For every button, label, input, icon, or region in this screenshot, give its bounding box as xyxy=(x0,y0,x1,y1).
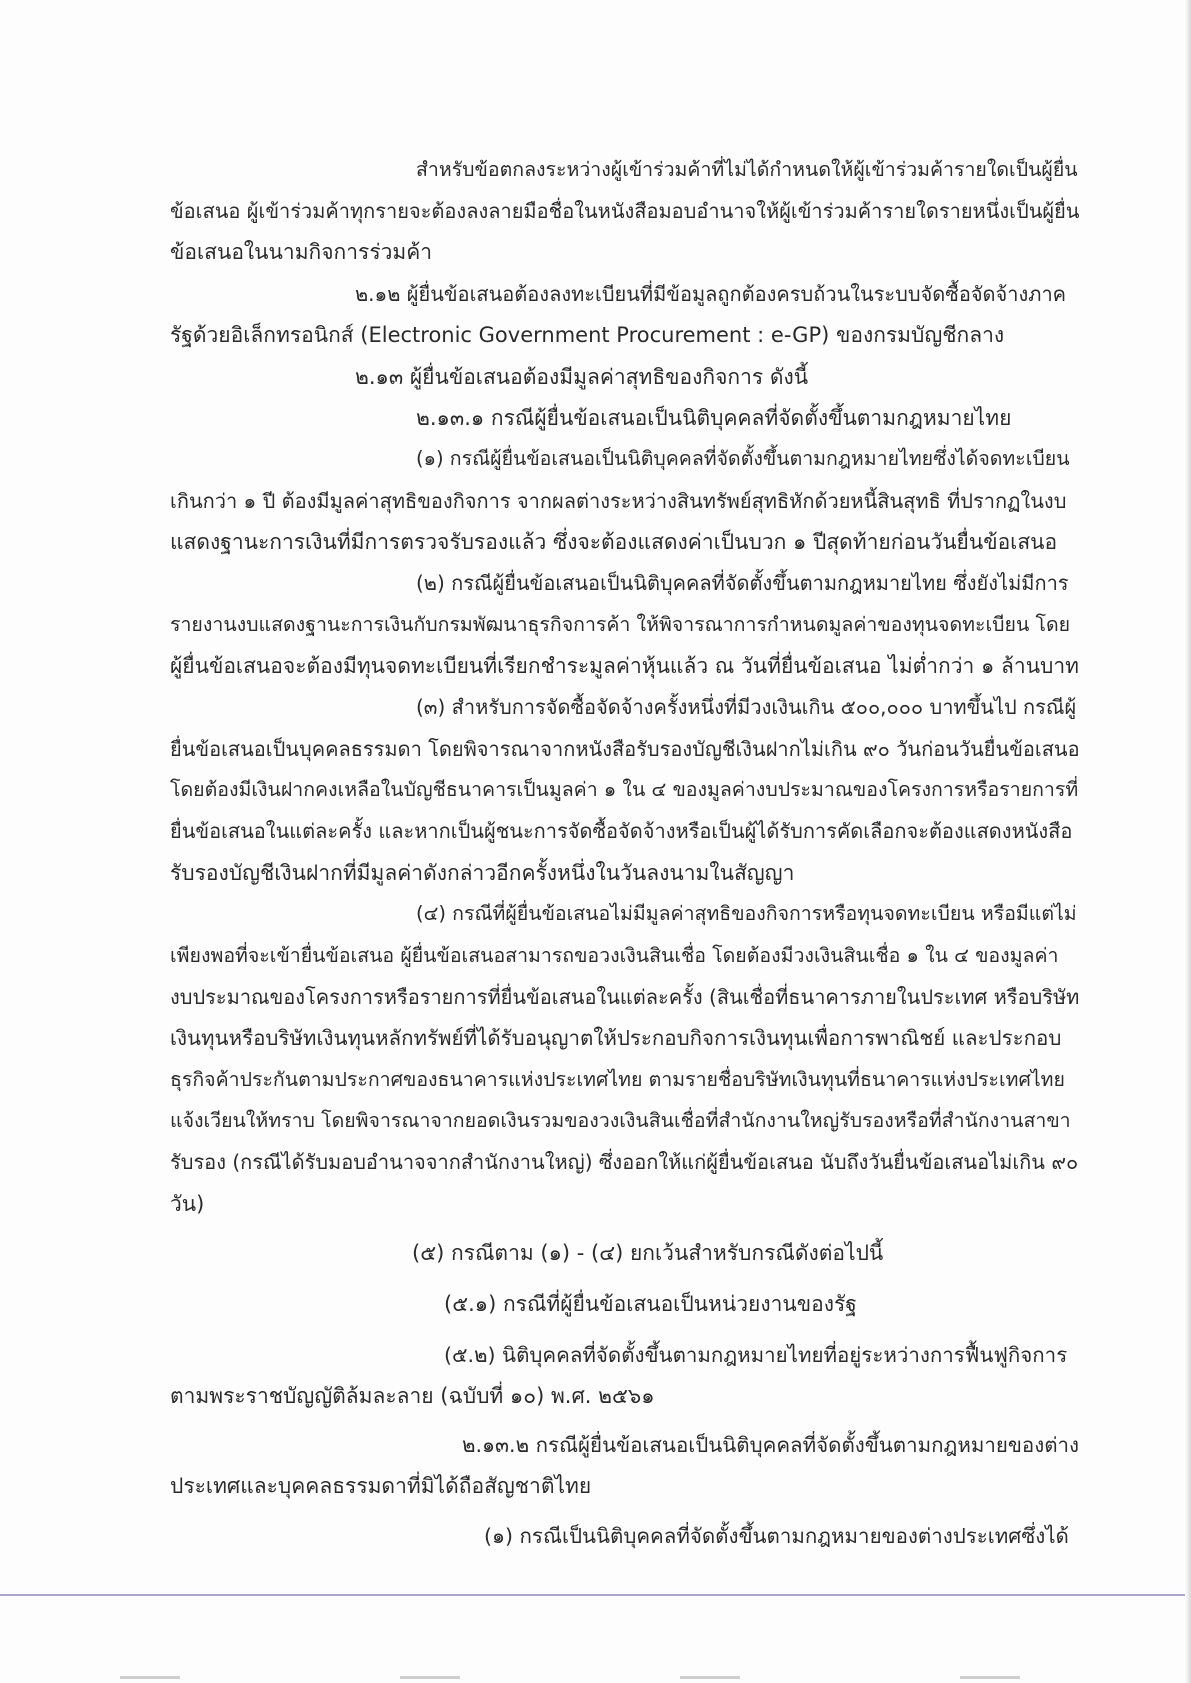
text-line: ตามพระราชบัญญัติล้มละลาย (ฉบับที่ ๑๐) พ.ศ. ๒๕๖๑ xyxy=(170,1384,655,1408)
text-line: เพียงพอที่จะเข้ายื่นข้อเสนอ ผู้ยื่นข้อเสนอสามารถขอวงเงินสินเชื่อ โดยต้องมีวงเงินสินเชื่อ ๑ ใน ๔ ของมูลค่า xyxy=(170,944,1059,967)
page-edge-shadow xyxy=(1185,0,1191,1683)
text-line: (๕) กรณีตาม (๑) - (๔) ยกเว้นสำหรับกรณีดังต่อไปนี้ xyxy=(412,1241,884,1265)
text-line: ๒.๑๓ ผู้ยื่นข้อเสนอต้องมีมูลค่าสุทธิของกิจการ ดังนี้ xyxy=(355,365,809,389)
scan-artifact xyxy=(120,1676,180,1679)
text-line: แจ้งเวียนให้ทราบ โดยพิจารณาจากยอดเงินรวมของวงเงินสินเชื่อที่สำนักงานใหญ่รับรองหรือที่สำนักงานสาขา xyxy=(170,1109,1071,1132)
text-line: ๒.๑๓.๑ กรณีผู้ยื่นข้อเสนอเป็นนิติบุคคลที่จัดตั้งขึ้นตามกฎหมายไทย xyxy=(416,406,1012,430)
text-line: ยื่นข้อเสนอเป็นบุคคลธรรมดา โดยพิจารณาจากหนังสือรับรองบัญชีเงินฝากไม่เกิน ๙๐ วันก่อนวันยื่นข้อเสนอ xyxy=(170,737,1080,761)
scan-artifact xyxy=(680,1676,740,1679)
text-line: ธุรกิจค้าประกันตามประกาศของธนาคารแห่งประเทศไทย ตามรายชื่อบริษัทเงินทุนที่ธนาคารแห่งประเทศไทย xyxy=(170,1068,1065,1091)
text-line: รับรอง (กรณีได้รับมอบอำนาจจากสำนักงานใหญ่) ซึ่งออกให้แก่ผู้ยื่นข้อเสนอ นับถึงวันยื่นข้อเสนอไม่เกิน ๙๐ xyxy=(170,1150,1079,1174)
text-line: ผู้ยื่นข้อเสนอจะต้องมีทุนจดทะเบียนที่เรียกชำระมูลค่าหุ้นแล้ว ณ วันที่ยื่นข้อเสนอ ไม่ต่ำกว่า ๑ ล้านบาท xyxy=(170,654,1080,678)
text-line: (๒) กรณีผู้ยื่นข้อเสนอเป็นนิติบุคคลที่จัดตั้งขึ้นตามกฎหมายไทย ซึ่งยังไม่มีการ xyxy=(416,571,1069,595)
text-line: (๑) กรณีเป็นนิติบุคคลที่จัดตั้งขึ้นตามกฎหมายของต่างประเทศซึ่งได้ xyxy=(484,1524,1069,1548)
text-line: ๒.๑๓.๒ กรณีผู้ยื่นข้อเสนอเป็นนิติบุคคลที่จัดตั้งขึ้นตามกฎหมายของต่าง xyxy=(462,1433,1080,1457)
text-line: ประเทศและบุคคลธรรมดาที่มิได้ถือสัญชาติไทย xyxy=(170,1474,592,1498)
text-line: วัน) xyxy=(170,1192,205,1216)
scan-artifact xyxy=(400,1676,460,1679)
text-line: ๒.๑๒ ผู้ยื่นข้อเสนอต้องลงทะเบียนที่มีข้อมูลถูกต้องครบถ้วนในระบบจัดซื้อจัดจ้างภาค xyxy=(355,282,1067,306)
text-line: รัฐด้วยอิเล็กทรอนิกส์ (Electronic Government Procurement : e-GP) ของกรมบัญชีกลาง xyxy=(170,323,1005,347)
text-line: ข้อเสนอในนามกิจการร่วมค้า xyxy=(170,240,433,264)
text-line: แสดงฐานะการเงินที่มีการตรวจรับรองแล้ว ซึ่งจะต้องแสดงค่าเป็นบวก ๑ ปีสุดท้ายก่อนวันยื่นข้อเสนอ xyxy=(170,530,1058,554)
text-line: เงินทุนหรือบริษัทเงินทุนหลักทรัพย์ที่ได้รับอนุญาตให้ประกอบกิจการเงินทุนเพื่อการพาณิชย์ และประกอบ xyxy=(170,1026,1062,1050)
text-line: (๕.๑) กรณีที่ผู้ยื่นข้อเสนอเป็นหน่วยงานของรัฐ xyxy=(444,1292,857,1316)
text-line: ข้อเสนอ ผู้เข้าร่วมค้าทุกรายจะต้องลงลายมือชื่อในหนังสือมอบอำนาจให้ผู้เข้าร่วมค้ารายใดรายหนึ่งเป็นผู้ยื่น xyxy=(170,199,1080,223)
text-line: (๓) สำหรับการจัดซื้อจัดจ้างครั้งหนึ่งที่มีวงเงินเกิน ๕๐๐,๐๐๐ บาทขึ้นไป กรณีผู้ xyxy=(416,695,1077,719)
text-line: สำหรับข้อตกลงระหว่างผู้เข้าร่วมค้าที่ไม่ได้กำหนดให้ผู้เข้าร่วมค้ารายใดเป็นผู้ยื่น xyxy=(416,158,1078,181)
text-line: (๔) กรณีที่ผู้ยื่นข้อเสนอไม่มีมูลค่าสุทธิของกิจการหรือทุนจดทะเบียน หรือมีแต่ไม่ xyxy=(416,902,1077,925)
scan-artifact xyxy=(960,1676,1020,1679)
text-line: ยื่นข้อเสนอในแต่ละครั้ง และหากเป็นผู้ชนะการจัดซื้อจัดจ้างหรือเป็นผู้ได้รับการคัดเลือกจะต้องแสดงหนังสือ xyxy=(170,819,1073,843)
text-line: (๑) กรณีผู้ยื่นข้อเสนอเป็นนิติบุคคลที่จัดตั้งขึ้นตามกฎหมายไทยซึ่งได้จดทะเบียน xyxy=(416,447,1070,470)
text-line: รายงานงบแสดงฐานะการเงินกับกรมพัฒนาธุรกิจการค้า ให้พิจารณาการกำหนดมูลค่าของทุนจดทะเบียน โดย xyxy=(170,613,1071,636)
page-bottom-rule xyxy=(0,1594,1191,1596)
text-line: รับรองบัญชีเงินฝากที่มีมูลค่าดังกล่าวอีกครั้งหนึ่งในวันลงนามในสัญญา xyxy=(170,861,795,885)
text-line: เกินกว่า ๑ ปี ต้องมีมูลค่าสุทธิของกิจการ จากผลต่างระหว่างสินทรัพย์สุทธิหักด้วยหนี้สินสุทธิ ที่ปรากฏในงบ xyxy=(170,489,1067,513)
text-line: งบประมาณของโครงการหรือรายการที่ยื่นข้อเสนอในแต่ละครั้ง (สินเชื่อที่ธนาคารภายในประเทศ หรือบริษัท xyxy=(170,985,1080,1009)
text-line: โดยต้องมีเงินฝากคงเหลือในบัญชีธนาคารเป็นมูลค่า ๑ ใน ๔ ของมูลค่างบประมาณของโครงการหรือรายการที่ xyxy=(170,778,1079,801)
text-line: (๕.๒) นิติบุคคลที่จัดตั้งขึ้นตามกฎหมายไทยที่อยู่ระหว่างการฟื้นฟูกิจการ xyxy=(444,1343,1068,1367)
